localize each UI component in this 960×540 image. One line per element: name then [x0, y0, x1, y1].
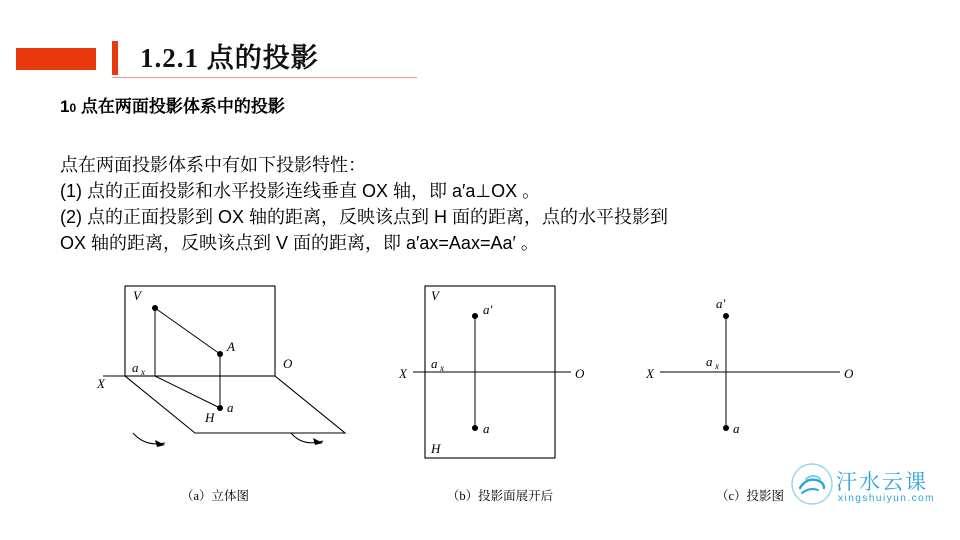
figure-c-projection: [640, 278, 880, 503]
subheading-superscript: 0: [69, 101, 77, 115]
figure-b-label-a-prime: a′: [483, 302, 493, 317]
figure-b-unfolded: [375, 278, 615, 503]
body-line-2: (1) 点的正面投影和水平投影连线垂直 OX 轴，即 a′a⊥OX 。: [60, 181, 541, 201]
watermark-logo: [790, 462, 950, 526]
figure-c-caption: （c）投影图: [715, 489, 785, 503]
figure-b-caption: （b）投影面展开后: [446, 489, 554, 503]
body-line-1: 点在两面投影体系中有如下投影特性：: [60, 155, 366, 175]
figure-a-label-O: O: [283, 356, 293, 371]
figure-a-label-H: H: [205, 410, 215, 425]
figure-b-label-v: V: [431, 288, 439, 303]
figure-a-label-ax: a: [132, 360, 139, 375]
figure-b-label-ax-sub: x: [440, 363, 444, 373]
figure-a-caption: （a）立体图: [180, 489, 250, 503]
body-line-3: (2) 点的正面投影到 OX 轴的距离，反映该点到 H 面的距离，点的水平投影到: [60, 207, 669, 227]
body-paragraph: [60, 152, 910, 256]
figure-b-label-a: a: [483, 421, 490, 436]
figure-a-label-v: V: [133, 288, 141, 303]
figure-b-label-O: O: [575, 366, 585, 381]
figure-b-svg: [375, 278, 615, 478]
figure-a-pictorial: [55, 278, 375, 503]
body-line-4: OX 轴的距离，反映该点到 V 面的距离，即 a′ax=Aax=Aa′ 。: [60, 233, 539, 253]
title-accent-bar: [112, 41, 118, 75]
title-underline: [112, 77, 417, 78]
slide-title-row: [0, 40, 960, 82]
figure-a-svg: [55, 278, 375, 478]
figure-a-label-X: X: [97, 376, 105, 391]
figure-b-label-H: H: [431, 441, 441, 456]
figure-a-label-ax-sub: x: [141, 367, 145, 377]
subheading-number: 1: [60, 97, 70, 116]
figure-c-svg: [640, 278, 880, 478]
figure-b-label-X: X: [399, 366, 407, 381]
figure-c-label-a-prime: a′: [716, 296, 726, 311]
figure-a-label-A: A: [227, 339, 235, 354]
logo-title: 汗水云课: [836, 471, 928, 494]
figure-c-label-ax: a: [706, 354, 713, 369]
title-accent-block: [16, 48, 96, 70]
logo-subtitle: xingshuiyun.com: [838, 493, 935, 504]
figure-b-label-ax: a: [431, 356, 438, 371]
figure-a-label-a: a: [227, 400, 234, 415]
figure-c-label-ax-sub: x: [715, 361, 719, 371]
figure-c-label-O: O: [844, 366, 854, 381]
page-title: 1.2.1 点的投影: [140, 43, 319, 73]
section-subheading: [60, 92, 285, 117]
subheading-text: 点在两面投影体系中的投影: [80, 97, 285, 116]
cloud-swirl-icon: [790, 462, 834, 506]
figure-c-label-a: a: [733, 421, 740, 436]
figure-c-label-X: X: [646, 366, 654, 381]
